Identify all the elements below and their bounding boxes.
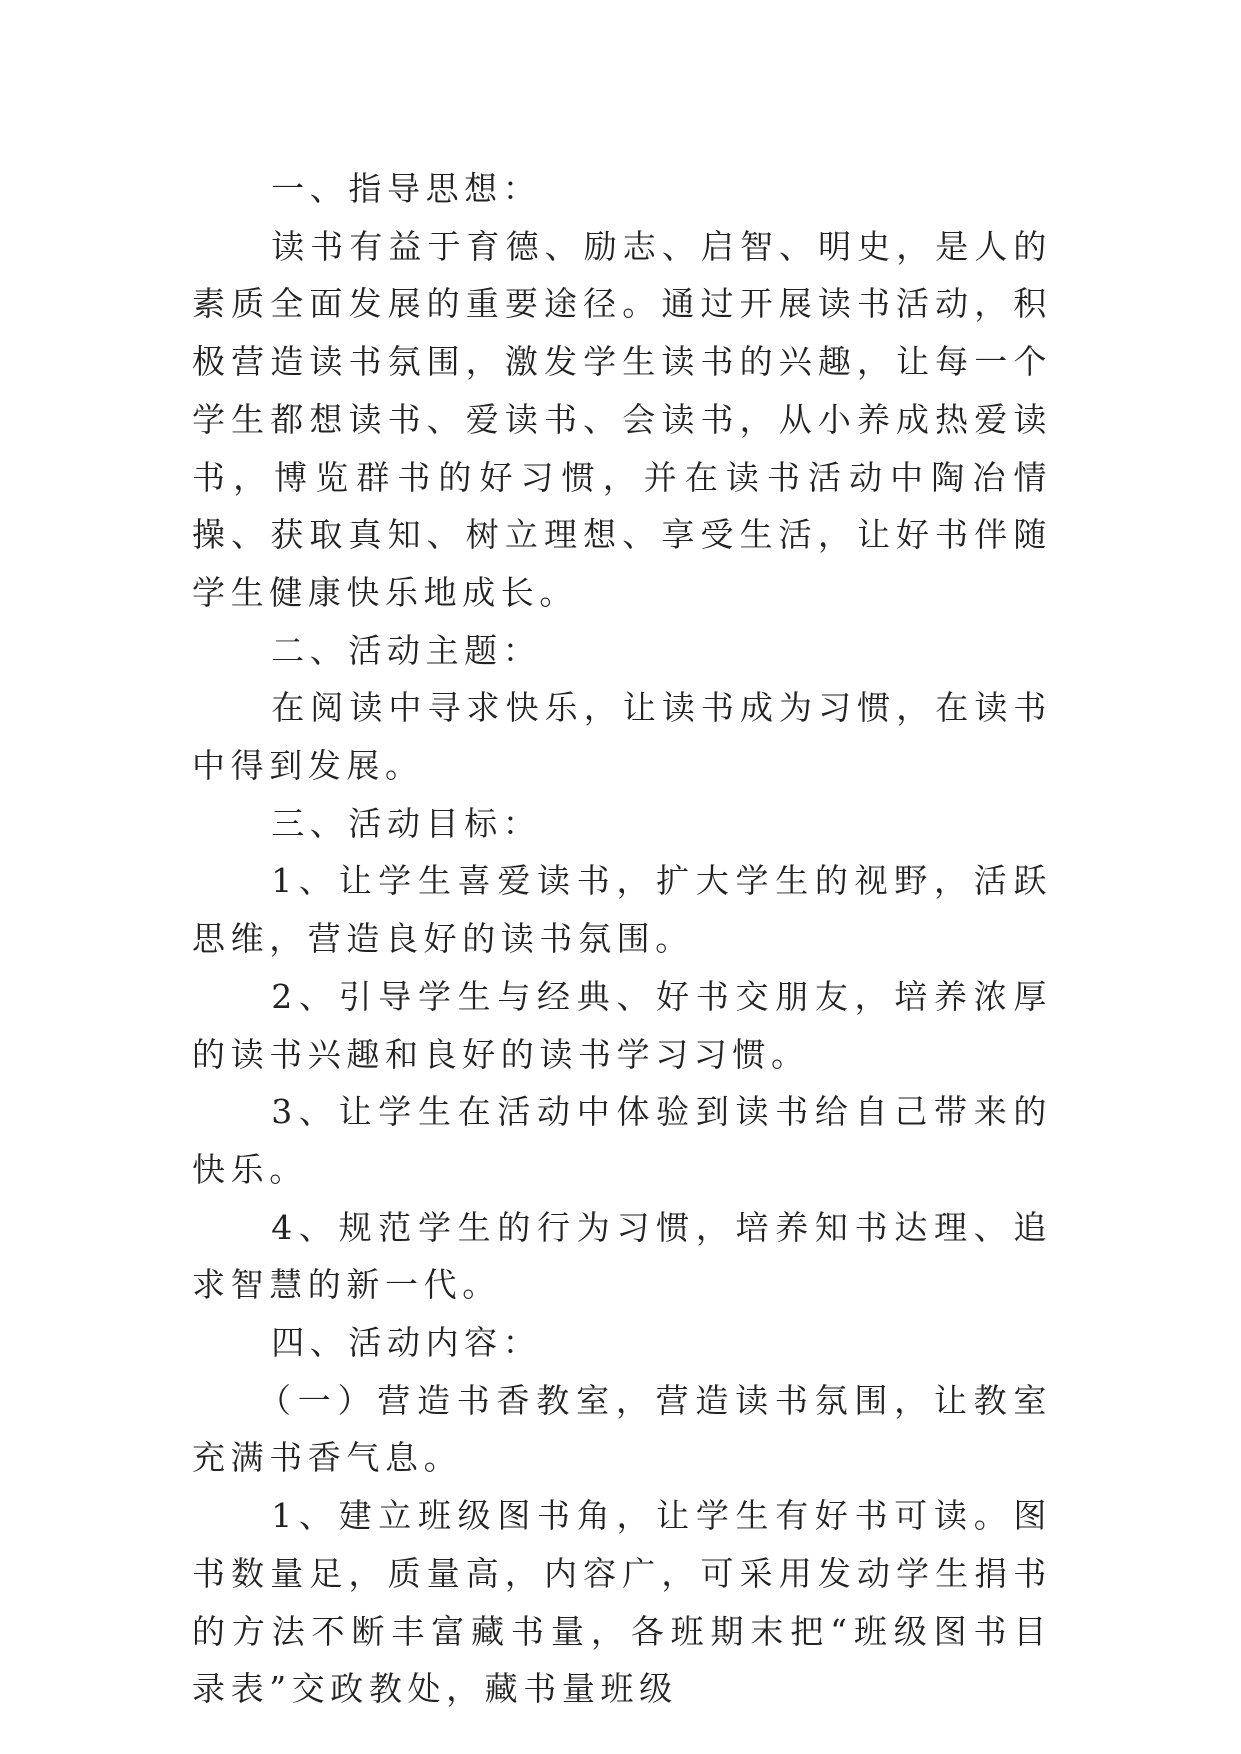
content-item-1: 1、建立班级图书角，让学生有好书可读。图书数量足，质量高，内容广，可采用发动学生捐书的方法不断丰富藏书量，各班期末把“班级图书目录表”交政教处，藏书量班级 [192, 1496, 1052, 1709]
paragraph-guiding-thought: 读书有益于育德、励志、启智、明史，是人的素质全面发展的重要途径。通过开展读书活动，积极营造读书氛围，激发学生读书的兴趣，让每一个学生都想读书、爱读书、会读书，从小养成热爱读书，博览群书的好习惯，并在读书活动中陶冶情操、获取真知、树立理想、享受生活，让好书伴随学生健康快乐地成长。 [192, 226, 1052, 612]
goal-item-2: 2、引导学生与经典、好书交朋友，培养浓厚的读书兴趣和良好的读书学习习惯。 [192, 976, 1052, 1074]
section-heading-activity-theme: 二、活动主题： [271, 630, 542, 670]
section-heading-activity-goals: 三、活动目标： [271, 803, 542, 843]
document-body [192, 160, 1052, 1718]
goal-item-3: 3、让学生在活动中体验到读书给自己带来的快乐。 [192, 1092, 1052, 1189]
subsection-bookish-classroom: （一）营造书香教室，营造读书氛围，让教室充满书香气息。 [192, 1380, 1052, 1478]
section-heading-activity-content: 四、活动内容： [271, 1323, 542, 1363]
paragraph-activity-theme: 在阅读中寻求快乐，让读书成为习惯，在读书中得到发展。 [192, 688, 1052, 786]
section-heading-guiding-thought: 一、指导思想： [271, 169, 542, 208]
goal-item-1: 1、让学生喜爱读书，扩大学生的视野，活跃思维，营造良好的读书氛围。 [192, 861, 1052, 959]
goal-item-4: 4、规范学生的行为习惯，培养知书达理、追求智慧的新一代。 [192, 1207, 1052, 1305]
